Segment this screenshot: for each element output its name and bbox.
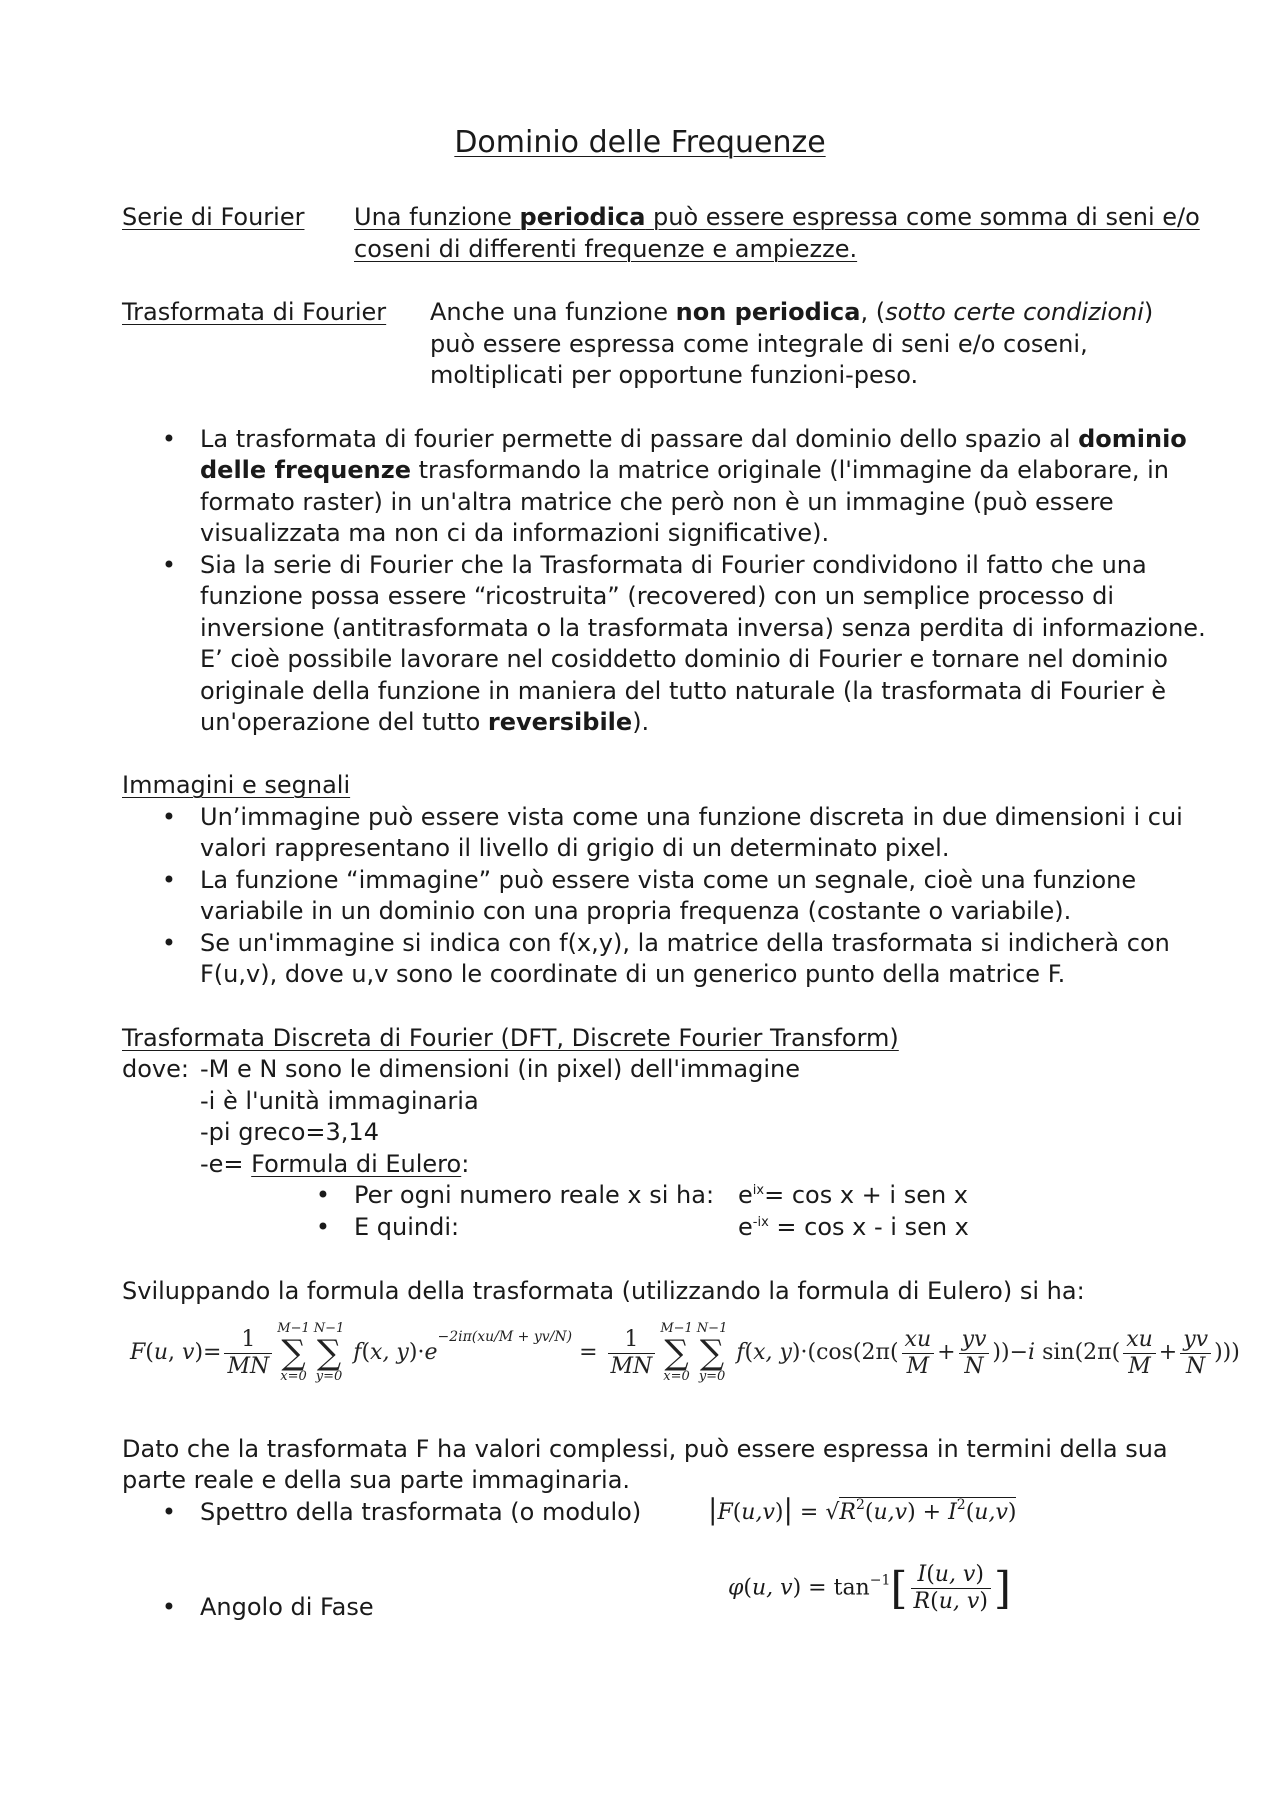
euler-label-1: Per ogni numero reale x si ha:: [354, 1181, 715, 1209]
bullet-marker: •: [161, 425, 177, 453]
euler-label-2: E quindi:: [354, 1213, 460, 1241]
dft-def-3: -pi greco=3,14: [200, 1118, 379, 1146]
list-item: La trasformata di fourier permette di passare dal dominio dello spazio al dominio: [200, 425, 1187, 453]
trasformata-line-2: può essere espressa come integrale di seni e/o coseni,: [430, 330, 1088, 358]
bullet-marker: •: [315, 1213, 331, 1241]
fase-formula: φ(u, $v) = \tan^{-1}$[ $\frac{I(u, v)}{R(u, v)}$ ]: [728, 1562, 1012, 1614]
dft-formula: F(u, v)= $\frac{1}{MN}$ M−1 ∑ x=0 N−1 ∑ y=0 f(x, $y)\cdot e^{-2i\pi(xu/M + yv/N)}$ = $\frac{1}{MN}$ M−1 ∑ x=0 N−1 ∑ y=0 f(x, y)·(cos(2π( $\frac{xu}{M}$ + $\frac{yv}{N}$ ))−i sin(2π( $\frac{xu}{M}$ + $\frac{yv}{N}$ ))): [130, 1321, 1240, 1384]
serie-line-1: Una funzione periodica può essere espressa come somma di seni e/o: [354, 203, 1200, 231]
dft-def-4: -e= Formula di Eulero:: [200, 1150, 470, 1178]
bullet-marker: •: [161, 929, 177, 957]
list-item-line: originale della funzione in maniera del tutto naturale (la trasformata di Fourier è: [200, 677, 1167, 705]
complessi-line-1: Dato che la trasformata F ha valori complessi, può essere espressa in termini della sua: [122, 1435, 1168, 1463]
eulero-link[interactable]: Formula di Eulero: [251, 1150, 462, 1178]
bullet-marker: •: [161, 803, 177, 831]
list-item: La funzione “immagine” può essere vista come un segnale, cioè una funzione: [200, 866, 1137, 894]
trasformata-label: Trasformata di Fourier: [122, 298, 387, 326]
complessi-line-2: parte reale e della sua parte immaginaria.: [122, 1466, 631, 1494]
list-item: Un’immagine può essere vista come una funzione discreta in due dimensioni i cui: [200, 803, 1183, 831]
dft-def-2: -i è l'unità immaginaria: [200, 1087, 479, 1115]
serie-label: Serie di Fourier: [122, 203, 305, 231]
list-item-line: variabile in un dominio con una propria frequenza (costante o variabile).: [200, 897, 1072, 925]
bullet-marker: •: [161, 1498, 177, 1526]
page-title: Dominio delle Frequenze: [454, 125, 826, 160]
list-item-line: visualizzata ma non ci da informazioni significative).: [200, 519, 830, 547]
list-item-line: formato raster) in un'altra matrice che però non è un immagine (può essere: [200, 488, 1114, 516]
list-item-line: valori rappresentano il livello di grigio di un determinato pixel.: [200, 834, 950, 862]
euler-formula-1: $e^{ix}= \cos x + i$ sen x: [738, 1181, 969, 1209]
spettro-label: Spettro della trasformata (o modulo): [200, 1498, 642, 1526]
trasformata-line-1: Anche una funzione non periodica, (sotto certe condizioni): [430, 298, 1154, 326]
sviluppo-text: Sviluppando la formula della trasformata (utilizzando la formula di Eulero) si ha:: [122, 1277, 1085, 1305]
list-item-line: funzione possa essere “ricostruita” (recovered) con un semplice processo di: [200, 582, 1115, 610]
list-item-line: F(u,v), dove u,v sono le coordinate di un generico punto della matrice F.: [200, 960, 1066, 988]
immagini-heading: Immagini e segnali: [122, 771, 351, 799]
list-item: Se un'immagine si indica con f(x,y), la matrice della trasformata si indicherà con: [200, 929, 1170, 957]
dft-heading: Trasformata Discreta di Fourier (DFT, Discrete Fourier Transform): [122, 1024, 899, 1052]
dft-def-1: -M e N sono le dimensioni (in pixel) dell'immagine: [200, 1055, 800, 1083]
bullet-marker: •: [161, 866, 177, 894]
list-item-line: delle frequenze trasformando la matrice originale (l'immagine da elaborare, in: [200, 456, 1169, 484]
dft-dove: dove:: [122, 1055, 189, 1083]
list-item-line: E’ cioè possibile lavorare nel cosiddetto dominio di Fourier e tornare nel dominio: [200, 645, 1168, 673]
fase-label: Angolo di Fase: [200, 1593, 374, 1621]
euler-formula-2: $e^{-ix} = \cos x - i$ sen x: [738, 1213, 969, 1241]
bullet-marker: •: [161, 551, 177, 579]
trasformata-line-3: moltiplicati per opportune funzioni-peso.: [430, 361, 919, 389]
bullet-marker: •: [315, 1181, 331, 1209]
list-item-line: inversione (antitrasformata o la trasformata inversa) senza perdita di informazione.: [200, 614, 1206, 642]
list-item-line: un'operazione del tutto reversibile).: [200, 708, 650, 736]
list-item: Sia la serie di Fourier che la Trasformata di Fourier condividono il fatto che una: [200, 551, 1147, 579]
serie-line-2: coseni di differenti frequenze e ampiezze.: [354, 235, 858, 263]
bullet-marker: •: [161, 1593, 177, 1621]
spettro-formula: $|F(u,v)| = √R^2(u,v) + I^2(u,v)$: [708, 1493, 1017, 1526]
